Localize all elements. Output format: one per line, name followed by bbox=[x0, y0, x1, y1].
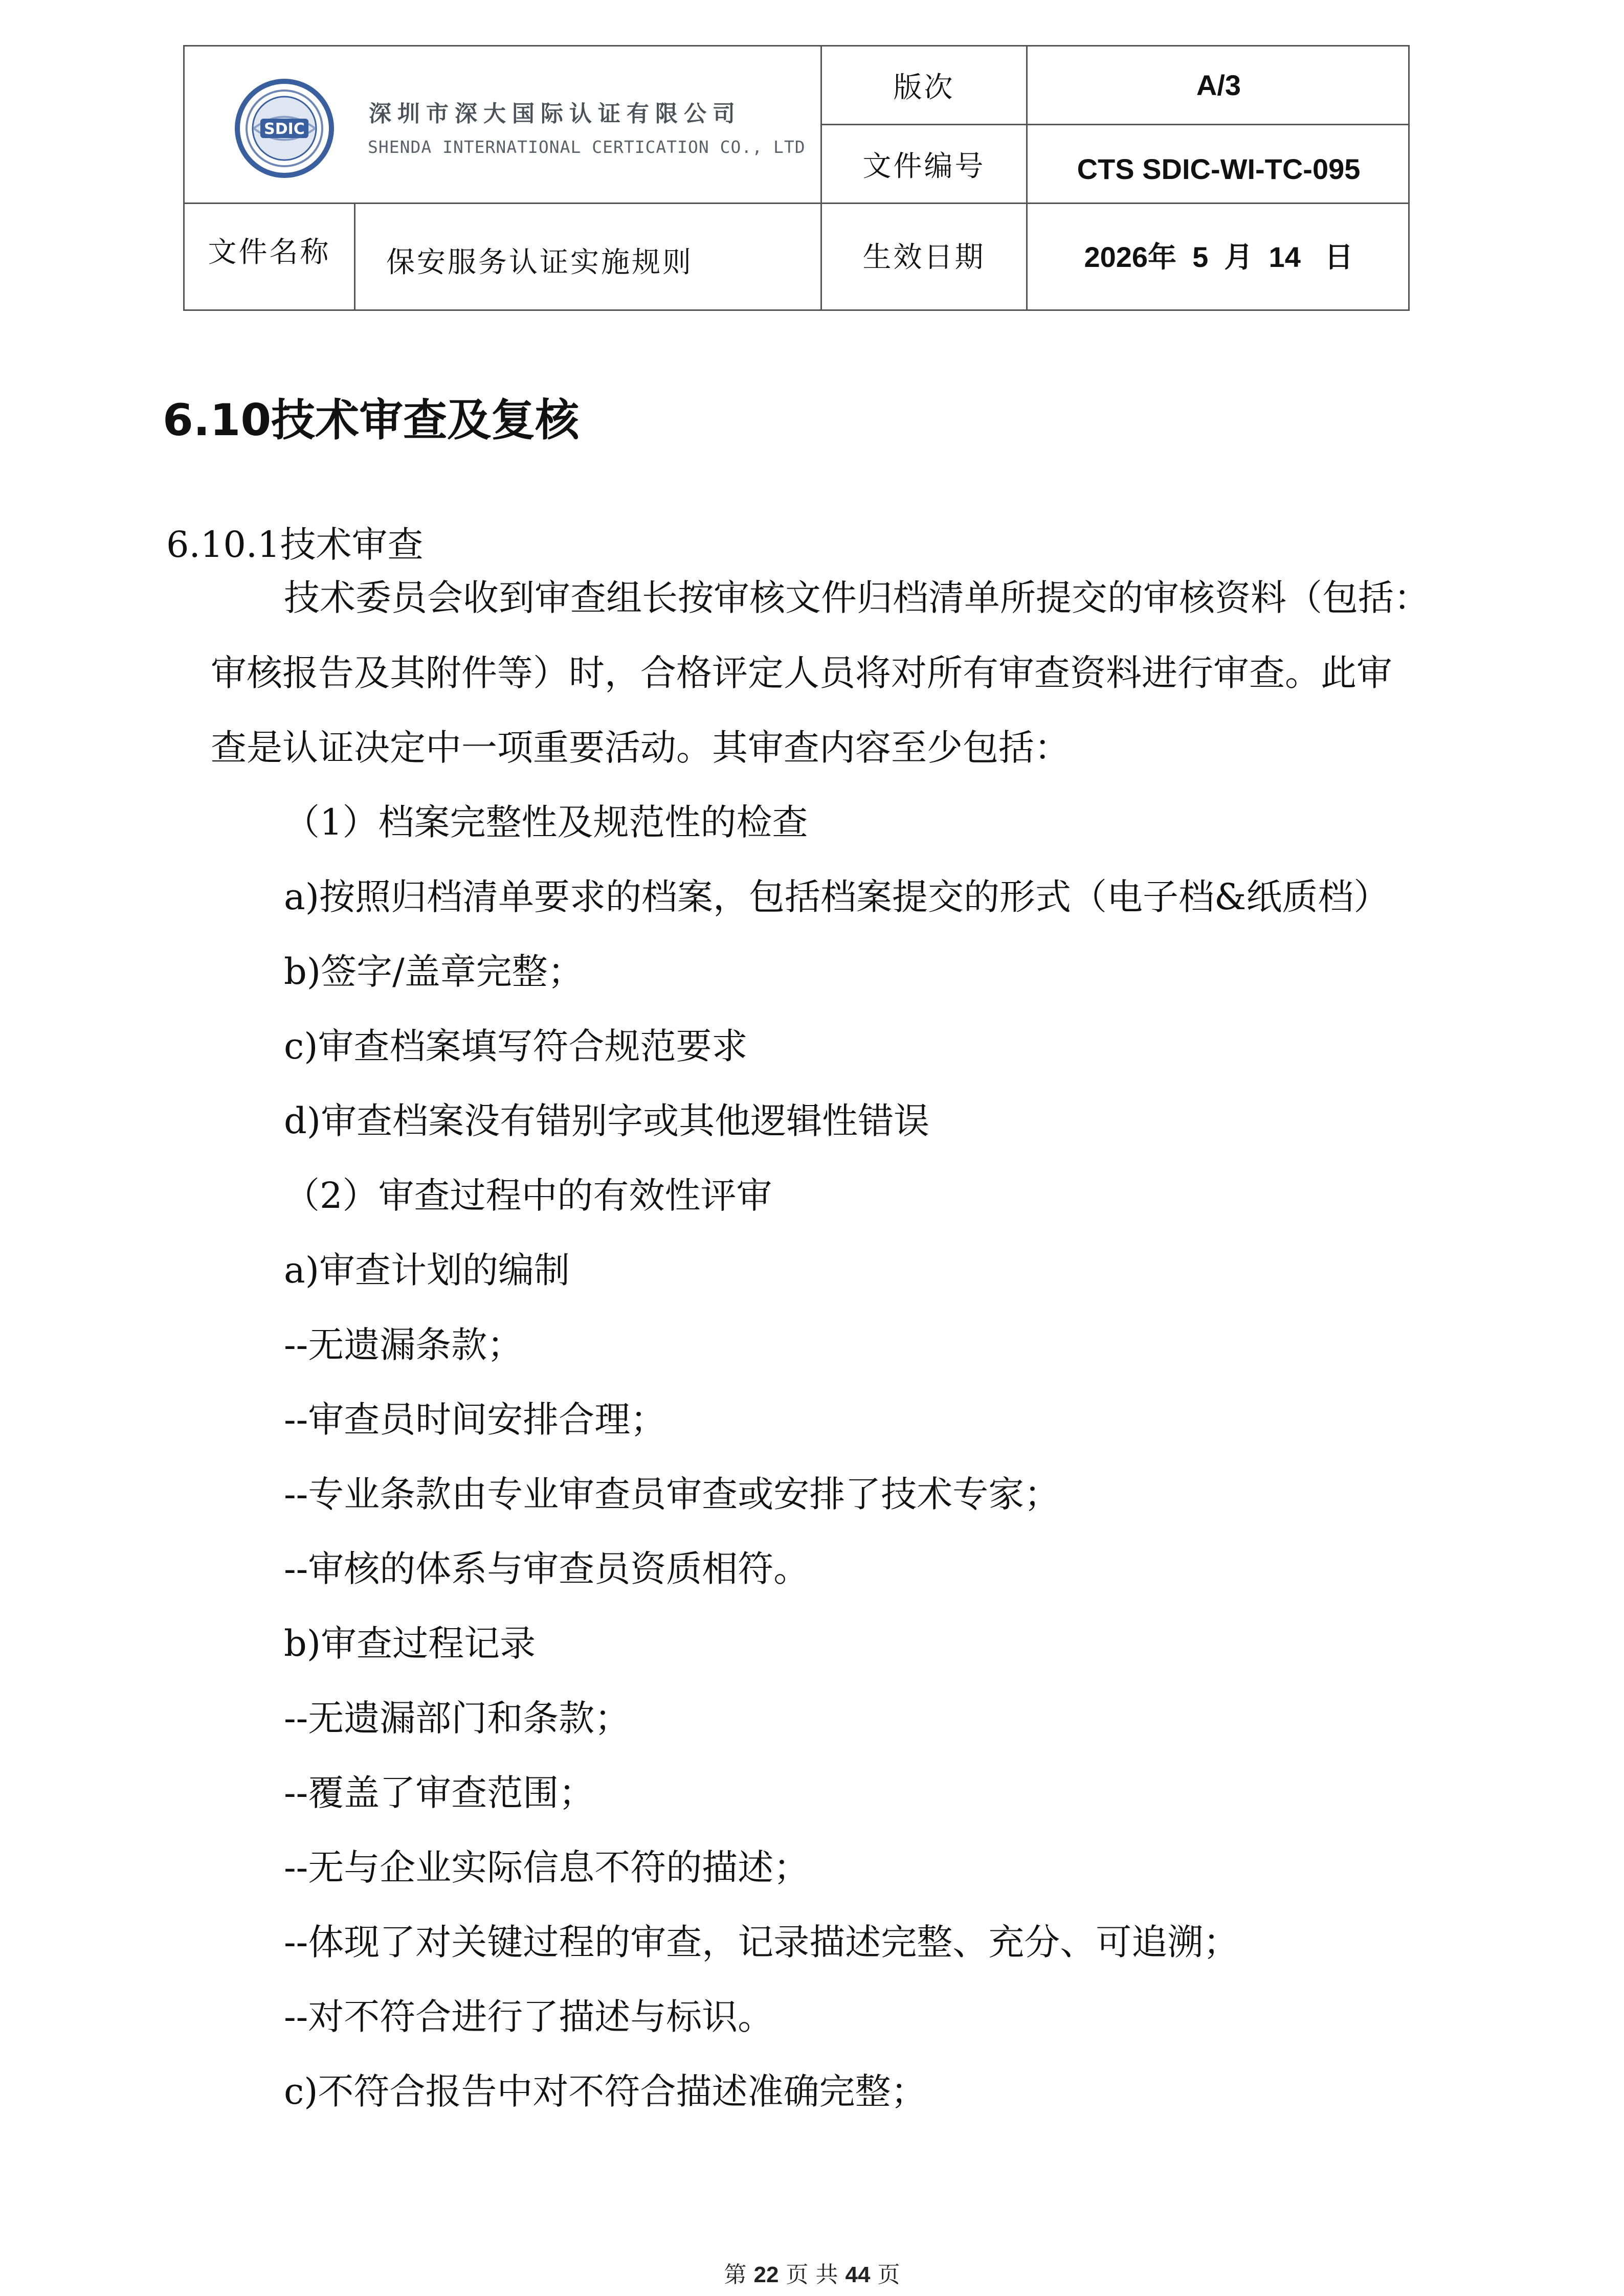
company-logo bbox=[231, 75, 806, 182]
paragraph-line: 查是认证决定中一项重要活动。其审查内容至少包括： bbox=[211, 727, 1070, 769]
doc-name-value: 保安服务认证实施规则 bbox=[386, 245, 693, 279]
list-item: a)审查计划的编制 bbox=[284, 1249, 570, 1291]
company-name-en: SHENDA INTERNATIONAL CERTICATION CO., LTD bbox=[368, 137, 806, 157]
doc-no-value-cell bbox=[1028, 125, 1410, 202]
list-heading: （2）审查过程中的有效性评审 bbox=[284, 1175, 772, 1217]
doc-name-label: 文件名称 bbox=[208, 235, 331, 269]
list-item: --无与企业实际信息不符的描述； bbox=[284, 1847, 810, 1888]
doc-no-label: 文件编号 bbox=[862, 149, 986, 183]
doc-name-value-cell bbox=[355, 204, 820, 311]
effective-date-value-cell bbox=[1028, 204, 1410, 311]
version-value-cell bbox=[1028, 47, 1410, 124]
list-item: a)按照归档清单要求的档案，包括档案提交的形式（电子档&纸质档） bbox=[284, 876, 1390, 918]
list-item: d)审查档案没有错别字或其他逻辑性错误 bbox=[284, 1100, 930, 1142]
paragraph-line: 审核报告及其附件等）时，合格评定人员将对所有审查资料进行审查。此审 bbox=[211, 652, 1392, 694]
effective-date-label-cell bbox=[822, 204, 1026, 311]
total-page-number: 44 bbox=[845, 2262, 871, 2287]
page-footer bbox=[0, 2256, 1624, 2289]
section-title: 6.10技术审查及复核 bbox=[163, 395, 580, 446]
list-item: --审核的体系与审查员资质相符。 bbox=[284, 1548, 810, 1590]
company-name-cn: 深圳市深大国际认证有限公司 bbox=[369, 101, 741, 127]
footer-prefix: 第 bbox=[724, 2262, 747, 2288]
current-page-number: 22 bbox=[753, 2262, 779, 2287]
list-heading: （1）档案完整性及规范性的检查 bbox=[284, 801, 808, 843]
version-label: 版次 bbox=[893, 71, 955, 104]
doc-name-label-cell bbox=[185, 204, 354, 311]
list-item: --无遗漏条款； bbox=[284, 1324, 523, 1366]
list-item: --专业条款由专业审查员审查或安排了技术专家； bbox=[284, 1473, 1060, 1515]
effective-date-value: 2026年 5 月 14 日 bbox=[1084, 240, 1353, 273]
list-item: --体现了对关键过程的审查，记录描述完整、充分、可追溯； bbox=[284, 1921, 1239, 1963]
paragraph-line: 技术委员会收到审查组长按审核文件归档清单所提交的审核资料（包括： bbox=[284, 577, 1430, 619]
footer-middle: 页 共 bbox=[786, 2262, 838, 2288]
version-value: A/3 bbox=[1196, 69, 1241, 101]
list-item: b)签字/盖章完整； bbox=[284, 951, 584, 993]
list-item: c)不符合报告中对不符合描述准确完整； bbox=[284, 2070, 927, 2112]
doc-no-value: CTS SDIC-WI-TC-095 bbox=[1077, 153, 1361, 185]
list-item: b)审查过程记录 bbox=[284, 1623, 536, 1664]
effective-date-label: 生效日期 bbox=[862, 240, 986, 274]
sdic-seal-icon bbox=[231, 75, 348, 182]
list-item: --对不符合进行了描述与标识。 bbox=[284, 1996, 774, 2038]
doc-no-label-cell bbox=[822, 125, 1026, 202]
list-item: --覆盖了审查范围； bbox=[284, 1772, 595, 1814]
list-item: --审查员时间安排合理； bbox=[284, 1399, 666, 1440]
footer-suffix: 页 bbox=[877, 2262, 900, 2288]
list-item: --无遗漏部门和条款； bbox=[284, 1697, 631, 1739]
subsection-heading: 6.10.1技术审查 bbox=[166, 524, 424, 566]
document-header-table bbox=[183, 45, 1410, 311]
svg-text:SDIC: SDIC bbox=[264, 120, 305, 138]
list-item: c)审查档案填写符合规范要求 bbox=[284, 1025, 748, 1067]
version-label-cell bbox=[822, 47, 1026, 124]
